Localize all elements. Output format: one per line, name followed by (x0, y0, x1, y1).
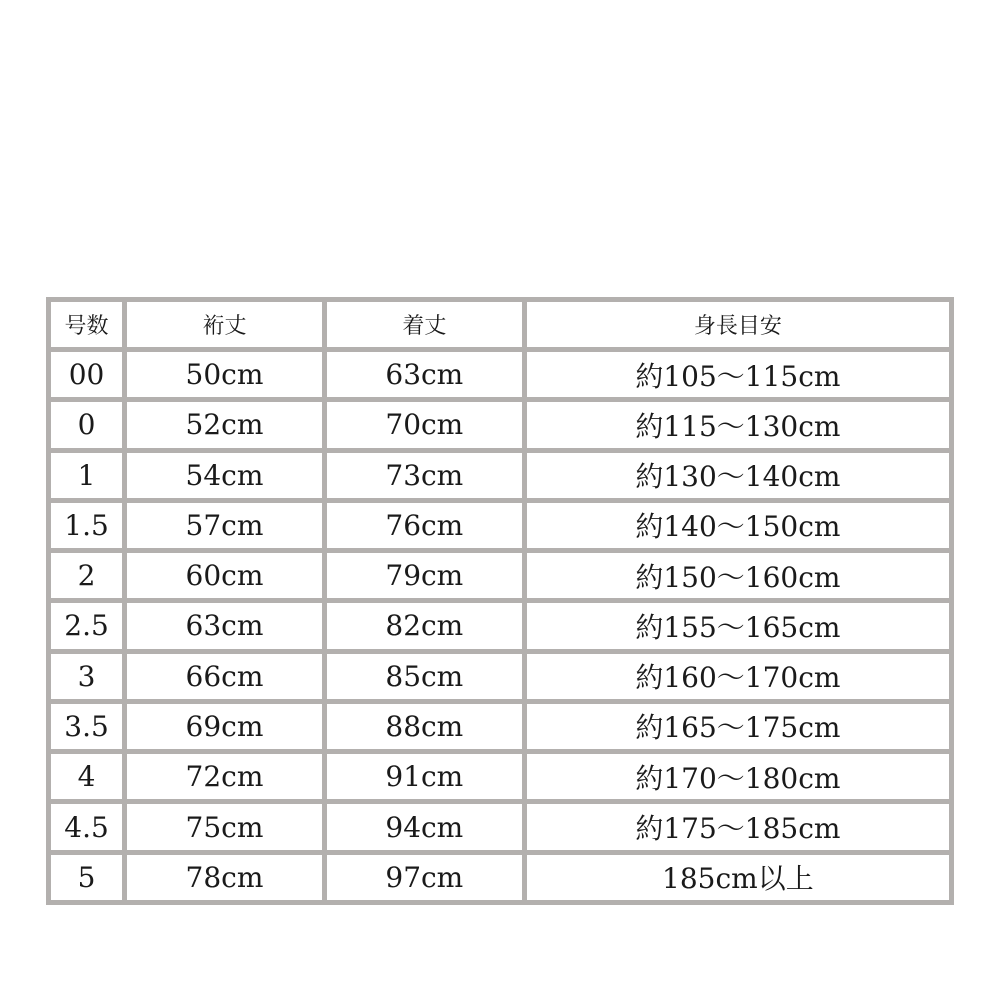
cell-garment-length: 94cm (327, 804, 522, 849)
table-row (51, 603, 949, 648)
table-row (51, 503, 949, 548)
cell-garment-length: 76cm (327, 503, 522, 548)
table-row (51, 654, 949, 699)
header-height-guide: 身長目安 (527, 302, 949, 347)
cell-garment-length: 85cm (327, 654, 522, 699)
cell-height-guide: 約175〜185cm (527, 804, 949, 849)
cell-garment-length: 70cm (327, 402, 522, 447)
cell-sleeve-length: 72cm (127, 754, 322, 799)
cell-sleeve-length: 60cm (127, 553, 322, 598)
table-row (51, 855, 949, 900)
cell-size-number: 2 (51, 553, 122, 598)
cell-sleeve-length: 75cm (127, 804, 322, 849)
cell-size-number: 5 (51, 855, 122, 900)
cell-height-guide: 約155〜165cm (527, 603, 949, 648)
header-garment-length: 着丈 (327, 302, 522, 347)
cell-height-guide: 約170〜180cm (527, 754, 949, 799)
header-size-number: 号数 (51, 302, 122, 347)
table-row (51, 754, 949, 799)
table-body (51, 352, 949, 900)
cell-height-guide: 約105〜115cm (527, 352, 949, 397)
cell-size-number: 1 (51, 453, 122, 498)
cell-sleeve-length: 57cm (127, 503, 322, 548)
cell-height-guide: 約115〜130cm (527, 402, 949, 447)
cell-garment-length: 82cm (327, 603, 522, 648)
cell-height-guide: 約160〜170cm (527, 654, 949, 699)
cell-height-guide: 約130〜140cm (527, 453, 949, 498)
cell-garment-length: 79cm (327, 553, 522, 598)
cell-size-number: 3.5 (51, 704, 122, 749)
cell-garment-length: 88cm (327, 704, 522, 749)
table-row (51, 704, 949, 749)
cell-sleeve-length: 63cm (127, 603, 322, 648)
table-row (51, 553, 949, 598)
cell-sleeve-length: 50cm (127, 352, 322, 397)
cell-garment-length: 91cm (327, 754, 522, 799)
table-row (51, 453, 949, 498)
cell-sleeve-length: 66cm (127, 654, 322, 699)
cell-size-number: 3 (51, 654, 122, 699)
cell-garment-length: 63cm (327, 352, 522, 397)
table-header-row (51, 302, 949, 347)
cell-sleeve-length: 52cm (127, 402, 322, 447)
table-row (51, 804, 949, 849)
cell-garment-length: 73cm (327, 453, 522, 498)
cell-size-number: 0 (51, 402, 122, 447)
cell-height-guide: 約140〜150cm (527, 503, 949, 548)
table-row (51, 402, 949, 447)
cell-garment-length: 97cm (327, 855, 522, 900)
cell-height-guide: 約165〜175cm (527, 704, 949, 749)
cell-size-number: 2.5 (51, 603, 122, 648)
cell-sleeve-length: 78cm (127, 855, 322, 900)
cell-height-guide: 185cm以上 (527, 855, 949, 900)
cell-size-number: 4 (51, 754, 122, 799)
cell-size-number: 1.5 (51, 503, 122, 548)
cell-height-guide: 約150〜160cm (527, 553, 949, 598)
cell-sleeve-length: 69cm (127, 704, 322, 749)
cell-size-number: 4.5 (51, 804, 122, 849)
header-sleeve-length: 裄丈 (127, 302, 322, 347)
table-row (51, 352, 949, 397)
size-chart-table (46, 297, 954, 905)
cell-sleeve-length: 54cm (127, 453, 322, 498)
cell-size-number: 00 (51, 352, 122, 397)
